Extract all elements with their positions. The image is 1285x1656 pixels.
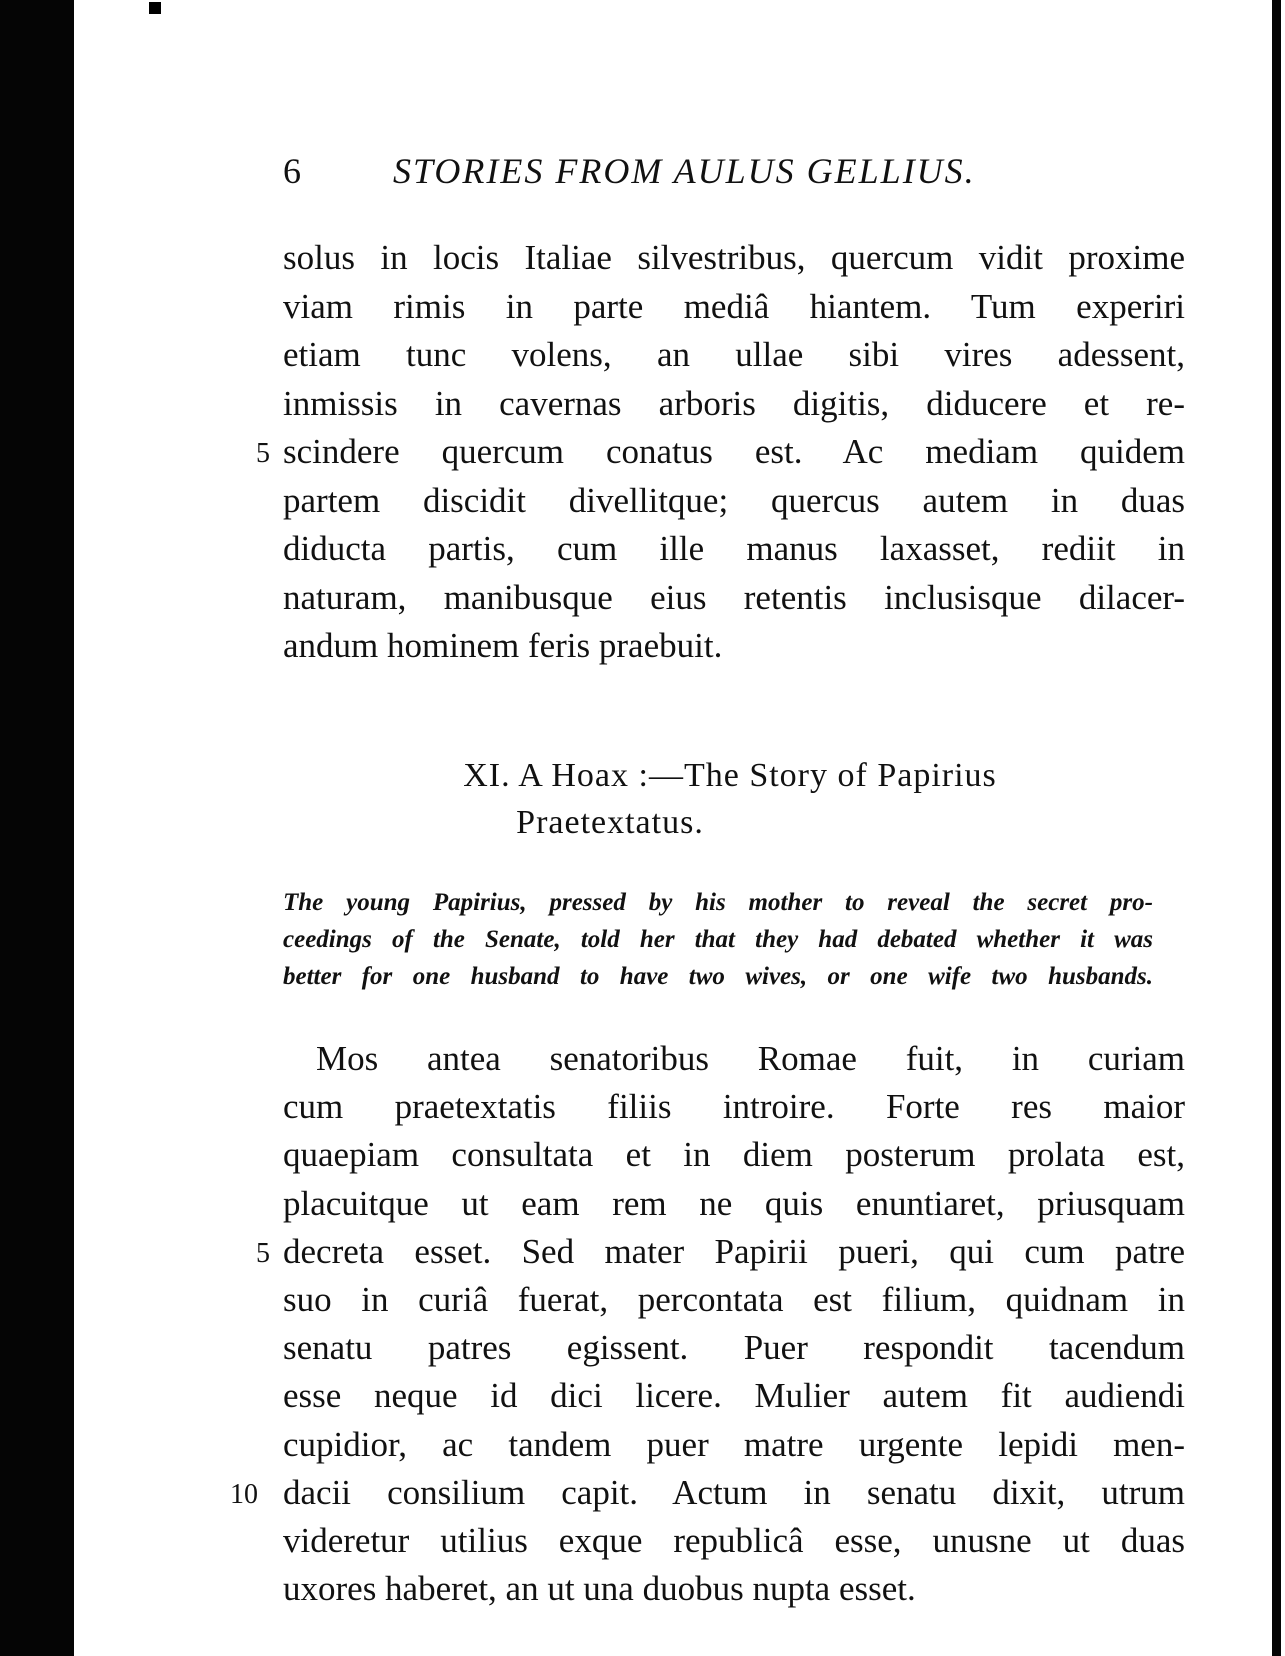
line-number: 10 bbox=[230, 1478, 258, 1510]
text-line: dacii consilium capit. Actum in senatu dixit, utrum bbox=[283, 1472, 1185, 1512]
text-line: diducta partis, cum ille manus laxasset, rediit in bbox=[283, 529, 1185, 568]
text-line: quaepiam consultata et in diem posterum prolata est, bbox=[283, 1135, 1185, 1175]
summary-line: ceedings of the Senate, told her that they had debated whether it was bbox=[283, 926, 1153, 953]
text-line: esse neque id dici licere. Mulier autem fit audiendi bbox=[283, 1376, 1185, 1416]
text-line: andum hominem feris praebuit. bbox=[283, 626, 723, 665]
text-line: suo in curiâ fuerat, percontata est filium, quidnam in bbox=[283, 1280, 1185, 1319]
page-number: 6 bbox=[283, 151, 301, 191]
line-number: 5 bbox=[256, 438, 270, 469]
summary-line: better for one husband to have two wives, or one wife two husbands. bbox=[283, 963, 1153, 990]
text-line: scindere quercum conatus est. Ac mediam quidem bbox=[283, 432, 1185, 471]
summary-line: The young Papirius, pressed by his mother to reveal the secret pro- bbox=[283, 889, 1153, 916]
running-title: STORIES FROM AULUS GELLIUS. bbox=[393, 151, 976, 191]
text-line: inmissis in cavernas arboris digitis, diducere et re- bbox=[283, 383, 1185, 423]
text-line: Mos antea senatoribus Romae fuit, in curiam bbox=[316, 1039, 1185, 1078]
text-line: naturam, manibusque eius retentis inclusisque dilacer- bbox=[283, 577, 1185, 617]
text-line: cupidior, ac tandem puer matre urgente lepidi men- bbox=[283, 1424, 1185, 1464]
text-line: uxores haberet, an ut una duobus nupta esset. bbox=[283, 1569, 916, 1609]
text-line: senatu patres egissent. Puer respondit tacendum bbox=[283, 1328, 1185, 1368]
scan-edge-right bbox=[1272, 0, 1281, 1656]
text-line: cum praetextatis filiis introire. Forte res maior bbox=[283, 1087, 1185, 1127]
section-heading-continued: Praetextatus. bbox=[516, 804, 704, 841]
scan-artifact bbox=[149, 2, 161, 14]
text-line: placuitque ut eam rem ne quis enuntiaret, priusquam bbox=[283, 1183, 1185, 1223]
text-line: viam rimis in parte mediâ hiantem. Tum experiri bbox=[283, 286, 1185, 326]
text-line: partem discidit divellitque; quercus autem in duas bbox=[283, 480, 1185, 520]
section-heading: XI. A Hoax :—The Story of Papirius bbox=[463, 757, 997, 794]
line-number: 5 bbox=[256, 1237, 270, 1269]
text-line: videretur utilius exque republicâ esse, unusne ut duas bbox=[283, 1521, 1185, 1560]
text-line: etiam tunc volens, an ullae sibi vires adessent, bbox=[283, 335, 1185, 374]
text-line: decreta esset. Sed mater Papirii pueri, qui cum patre bbox=[283, 1231, 1185, 1271]
text-line: solus in locis Italiae silvestribus, quercum vidit proxime bbox=[283, 238, 1185, 277]
scan-binding-edge-left bbox=[0, 0, 74, 1656]
